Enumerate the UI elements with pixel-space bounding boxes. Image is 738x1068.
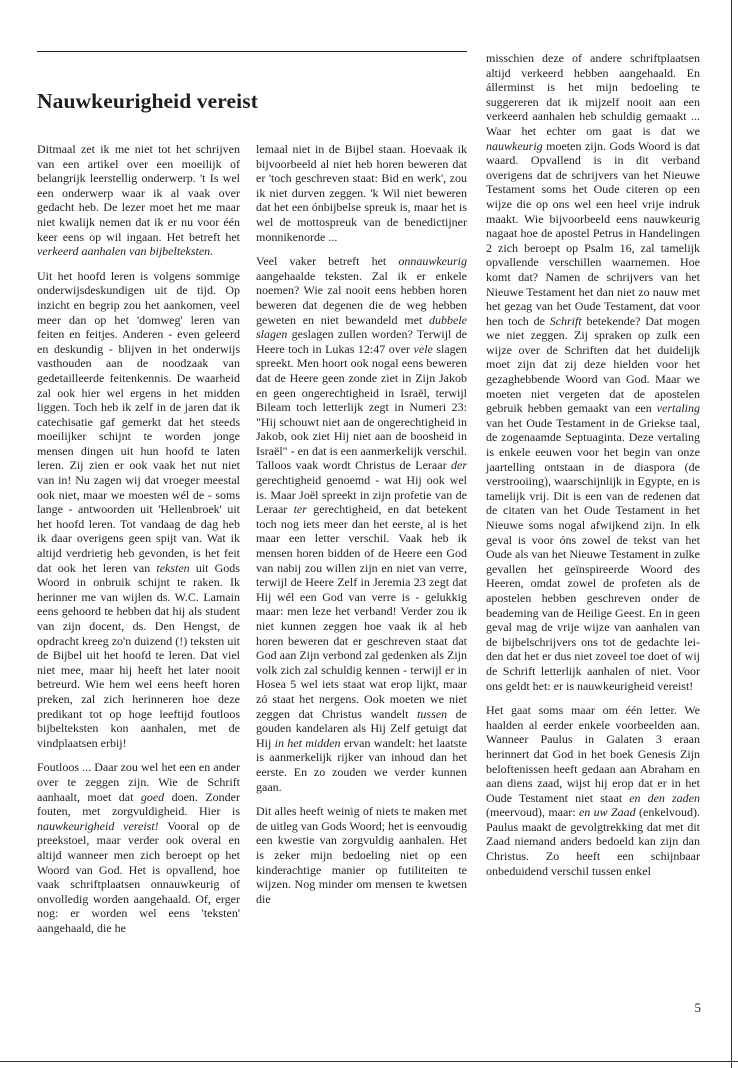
top-rule bbox=[37, 51, 467, 52]
column-3 bbox=[486, 51, 700, 888]
paragraph: Foutloos ... Daar zou wel het een en ander over te zeggen zijn. Wie de Schrift aanhaalt, moet dat goed doen. Zonder fouten, met zorgvuldigheid. Hier is nauwkeurigheid vereist! Vooral op de preekstoel, maar verder ook overal en altijd wanneer men zich beroept op het Woord van God. Het is opvallend, hoe vaak schriftplaatsen onnauwkeurig of onvolledig worden aangehaald. Of, erger nog: er worden wel eens 'teksten' aangehaald, die he bbox=[37, 760, 240, 935]
paragraph: misschien deze of andere schriftplaatsen altijd verkeerd hebben aangehaald. En állerminst is het mijn bedoeling te suggereren dat ik mijzelf nooit aan een verkeerd aanhalen heb schuldig gemaakt ... Waar het echter om gaat is dat we nauwkeurig moeten zijn. Gods Woord is dat waard. Opvallend is in dit verband overigens dat de schrijvers van het Nieuwe Testament soms het Oude citeren op een wijze die op ons wel een heel vrije indruk maakt. Wie bijvoorbeeld eens nauwkeurig nagaat hoe de apostel Petrus in Handelingen 2 zich beroept op Psalm 16, zal tamelijk opvallende verschillen waarnemen. Hoe komt dat? Namen de schrijvers van het Nieuwe Testament het dan niet zo nauw met het gezag van het Oude Testament, dat voor hen toch de Schrift betekende? Dat mogen we niet zeggen. Zij spraken op zulk een wijze over de Schriften dat het duidelijk moet zijn dat zij deze hielden voor het gezaghebbende Woord van God. Maar we moeten niet vergeten dat de apostelen gebruik hebben gemaakt van een vertaling van het Oude Testament in de Griekse taal, de zogenaamde Septuaginta. Deze vertaling is enkele eeuwen voor het begin van onze jaartelling ontstaan in de diaspora (de verstrooiing), waarschijnlijk in Egypte, en is tamelijk vrij. Dit is een van de redenen dat de citaten van het Oude Testament in het Nieuwe soms nogal afwijkend zijn. In elk geval is voor óns zowel de tekst van het Oude als van het Nieuwe Testament in zulke gevallen het geïnspireerde Woord des Heeren, omdat zowel de profeten als de apostelen hebben geschreven onder de beademing van de Heilige Geest. En in geen geval mag de vrije wijze van aanhalen van de bijbelschrijvers ons tot de gedachte leiden dat het er dus niet zoveel toe doet of wij de Schrift letterlijk aanhalen of niet. Voor ons geldt het: er is nauwkeurigheid vereist! bbox=[486, 51, 701, 693]
paragraph: Uit het hoofd leren is volgens sommige onderwijsdeskundigen uit de tijd. Op inzicht en begrip zou het aankomen, veel meer dan op het 'domweg' leren van feiten en feitjes. Anderen - even geleerd en deskundig - blijven in het onderwijs vasthouden aan de noodzaak van gedetailleerde feitenkennis. De waarheid zal ook hier wel ergens in het midden liggen. Toch heb ik zelf in de jaren dat ik catechisatie gaf gemerkt dat het steeds moeilijker schijnt te worden jonge mensen dingen uit hun hoofd te laten leren. Zij zien er ook vaak het nut niet van in! Nu zagen wij dat vroeger meestal ook niet, maar we moesten wél de - soms lange - antwoorden uit 'Hellenbroek' uit het hoofd leren. Tot vandaag de dag heb ik daar overigens geen spijt van. Wat ik altijd verdrietig heb gevonden, is het feit dat ook het leren van teksten uit Gods Woord in onbruik schijnt te raken. Ik herinner me van wijlen ds. W.C. Lamain eens gehoord te hebben dat hij als student van zijn docent, ds. Den Hengst, de opdracht kreeg zo'n duizend (!) teksten uit de Bijbel uit het hoofd te leren. Dat viel niet mee, maar hij heeft het later nooit betreurd. Wie hem wel eens heeft horen preken, zal zich herinneren hoe deze predikant tot op hoge leeftijd foutloos bijbelteksten kon aanhalen, met de vindplaatsen erbij! bbox=[37, 268, 240, 750]
page-number: 5 bbox=[694, 1000, 701, 1015]
paragraph: Dit alles heeft weinig of niets te maken met de uitleg van Gods Woord; het is eenvoudig een kwestie van zorgvuldig aanhalen. Het is zeker mijn bedoeling niet op een kinderachtige manier op futiliteiten te wijzen. Nog minder om mensen te kwetsen die bbox=[256, 804, 467, 906]
paragraph: Veel vaker betreft het onnauwkeurig aangehaalde teksten. Zal ik er enkele noemen? Wie zal nooit eens hebben horen beweren dat degenen die de weg hebben geweten en niet bewandeld met dubbele slagen geslagen zullen worden? Terwijl de Heere toch in Lukas 12:47 over vele slagen spreekt. Men hoort ook nogal eens beweren dat de Heere geen zonde ziet in Zijn Jakob en geen ongerechtigheid in Israël, terwijl Bileam toch letterlijk zegt in Numeri 23: "Hij schouwt niet aan de ongerechtigheid in Jakob, ook ziet Hij niet aan de boosheid in Israël" - en dat is een aanmerkelijk verschil. Talloos vaak wordt Christus de Leraar der gerechtigheid genoemd - wat Hij ook wel is. Maar Joël spreekt in zijn profetie van de Leraar ter gerechtigheid, en dat betekent toch nog iets meer dan het eerste, al is het maar een letter verschil. Vaak heb ik mensen horen bidden of de Heere een God van nabij zou willen zijn en niet van verre, terwijl de Heere Zelf in Jeremia 23 zegt dat Hij wél een God van verre is - gelukkig maar: men leze het verband! Verder zou ik niet kunnen zeggen hoe vaak ik al heb horen beweren dat er geschreven staat dat God aan Zijn verbond zal gedenken als Zijn volk zich zal schuldig kennen - terwijl er in Hosea 5 wel iets staat wat erop lijkt, maar zó staat het nergens. Ook moeten we niet zeggen dat Christus wandelt tussen de gouden kandelaren als Hij Zelf getuigt dat Hij in het midden ervan wandelt: het laatste is aanmerkelijk rijker van inhoud dan het eerste. En zo zouden we verder kunnen gaan. bbox=[256, 254, 468, 794]
column-1 bbox=[37, 142, 240, 945]
page-edge-right bbox=[731, 0, 732, 1068]
column-2 bbox=[256, 142, 467, 916]
paragraph: Ditmaal zet ik me niet tot het schrijven van een artikel over een moeilijk of belangrijk leerstellig onderwerp. 't Is wel een onderwerp waar ik al vaak over gedacht heb. De lezer moet het me maar niet kwalijk nemen dat ik er nu voor één keer eens op wil ingaan. Het betreft het verkeerd aanhalen van bijbelteksten. bbox=[37, 142, 240, 259]
paragraph: Het gaat soms maar om één letter. We haalden al eerder enkele voorbeelden aan. Wanneer Paulus in Galaten 3 eraan herinnert dat God in het boek Genesis Zijn beloftenissen heeft gedaan aan Abraham en aan diens zaad, wijst hij erop dat er in het Oude Testament niet staat en den zaden (meervoud), maar: en uw Zaad (enkelvoud). Paulus maakt de gevolgtrekking dat met dit Zaad niemand anders bedoeld kan zijn dan Christus. Zo heeft een schijnbaar onbeduidend verschil tussen enkel bbox=[486, 703, 700, 878]
article-title: Nauwkeurigheid vereist bbox=[37, 89, 258, 113]
paragraph: lemaal niet in de Bijbel staan. Hoevaak ik bijvoorbeeld al niet heb horen beweren dat er 'toch geschreven staat: Bid en werk', zou ik niet durven zeggen. 'k Wil niet beweren dat het een ónbijbelse spreuk is, maar het is wel de mottospreuk van de benedictijner monnikenorde ... bbox=[256, 142, 467, 244]
page-edge-bottom bbox=[0, 1061, 738, 1062]
